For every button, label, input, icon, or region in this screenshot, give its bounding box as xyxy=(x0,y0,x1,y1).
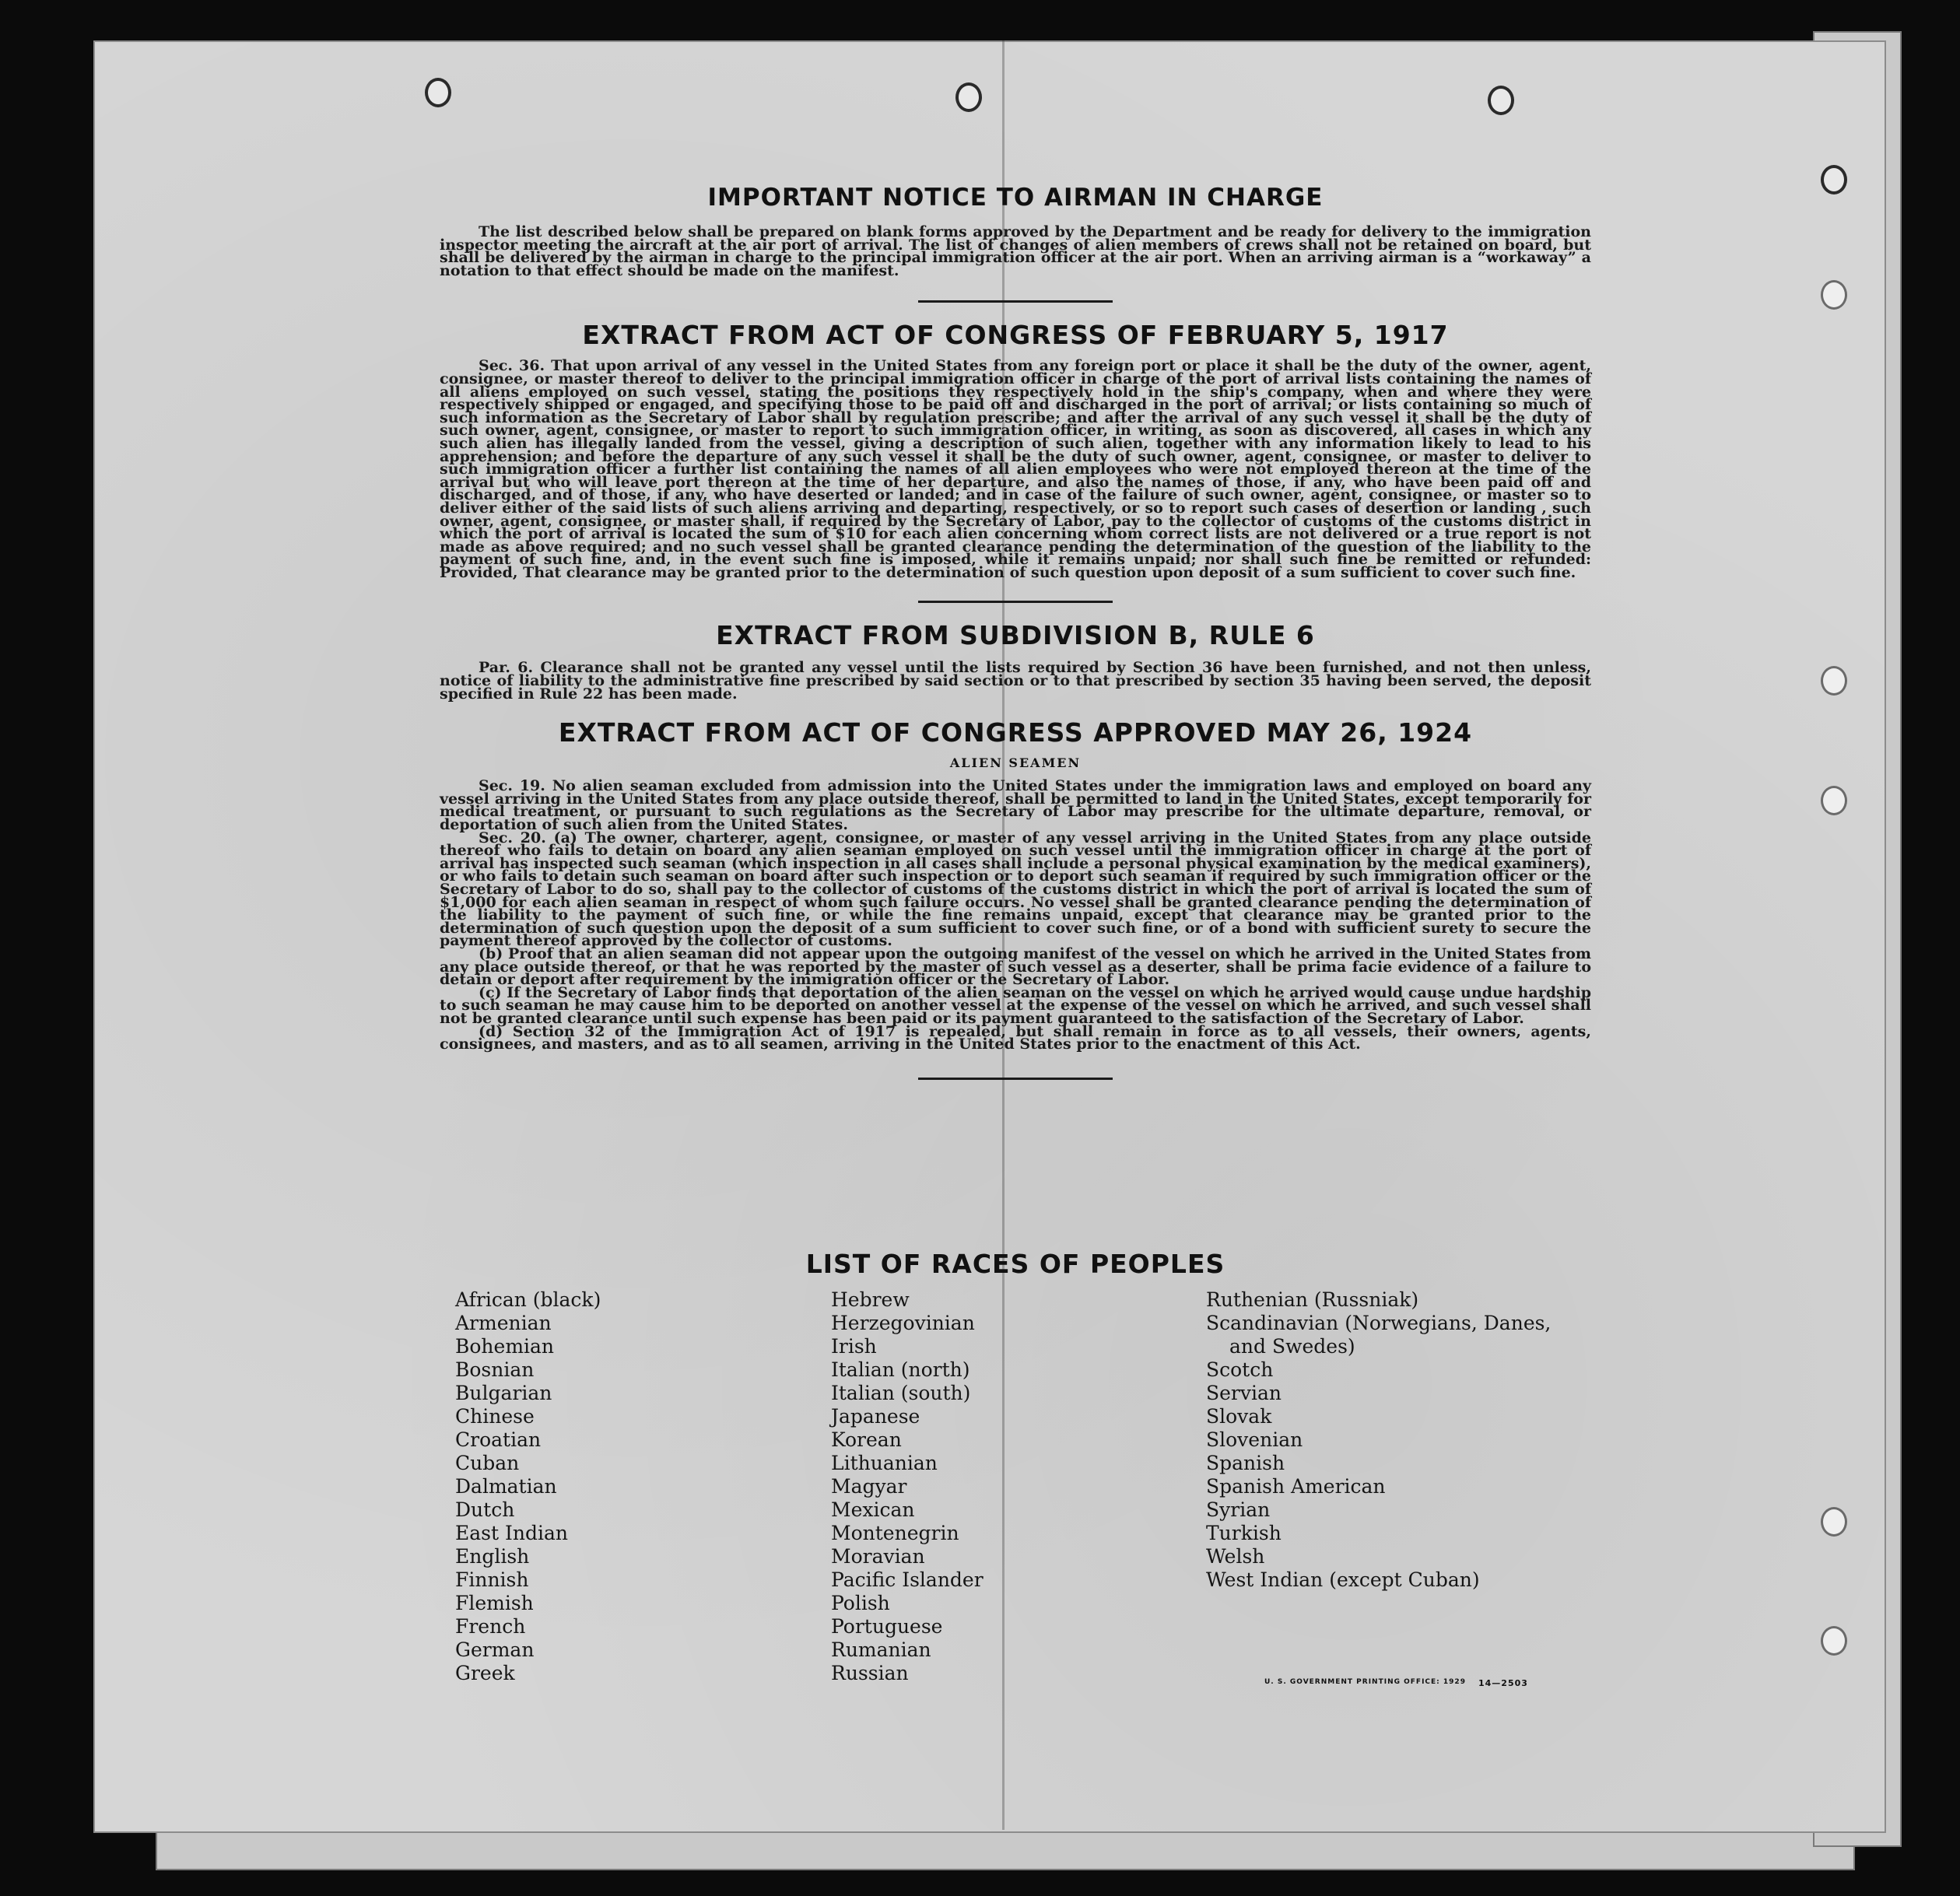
race-item: Hebrew xyxy=(831,1288,910,1311)
punch-hole xyxy=(1821,280,1847,310)
races-section xyxy=(440,1249,1591,1279)
race-item: Flemish xyxy=(455,1592,534,1614)
race-item: East Indian xyxy=(455,1522,568,1544)
race-item: Turkish xyxy=(1206,1522,1282,1544)
punch-hole xyxy=(1488,86,1514,115)
race-item: Bulgarian xyxy=(455,1382,552,1404)
race-item: Slovenian xyxy=(1206,1428,1303,1451)
act-1924-section-20d: (d) Section 32 of the Immigration Act of 1917 is repealed, but shall remain in force as to all vessels, their owners, agents, consignees, and masters, and as to all seamen, arriving in the United States prior to the enactment of this Act. xyxy=(440,1022,1591,1053)
race-item: Bohemian xyxy=(455,1335,555,1358)
race-item: Moravian xyxy=(831,1545,925,1568)
race-item: West Indian (except Cuban) xyxy=(1206,1568,1480,1591)
race-item: Russian xyxy=(831,1662,909,1684)
race-item: Italian (south) xyxy=(831,1382,971,1404)
printer-imprint: U. S. GOVERNMENT PRINTING OFFICE: 1929 xyxy=(1264,1678,1466,1686)
divider xyxy=(918,1078,1113,1080)
race-item: Korean xyxy=(831,1428,902,1451)
race-item: German xyxy=(455,1638,535,1661)
race-item: Slovak xyxy=(1206,1405,1272,1428)
race-item: Armenian xyxy=(455,1312,552,1334)
divider xyxy=(918,300,1113,303)
punch-hole xyxy=(1821,1626,1847,1656)
race-item: Scotch xyxy=(1206,1358,1274,1381)
race-item: Welsh xyxy=(1206,1545,1265,1568)
races-column-1 xyxy=(455,1288,601,1685)
race-item: Portuguese xyxy=(831,1615,943,1638)
race-item: Lithuanian xyxy=(831,1452,938,1474)
race-item: Pacific Islander xyxy=(831,1568,984,1591)
punch-hole xyxy=(1821,666,1847,696)
act-1917-section-36: Sec. 36. That upon arrival of any vessel in the United States from any foreign port or place it shall be the duty of the owner, agent, consignee, or master thereof to deliver to the principal immigration officer in charge of the port of arrival lists containing the names of all aliens employed on such vessel, stating the positions they respectively hold in the ship's company, when and where they were respectively shipped or engaged, and specifying those to be paid off and discharged in the port of arrival; or lists containing so much of such information as the Secretary of Labor shall by regulation prescribe; and after the arrival of any such vessel it shall be the duty of such owner, agent, consignee, or master to report to such immigration officer, in writing, as soon as discovered, all cases in which any such alien has illegally landed from the vessel, giving a description of such alien, together with any information likely to lead to his apprehension; and before the departure of any such vessel it shall be the duty of such owner, agent, consignee, or master to deliver to such immigration officer a further list containing the names of all alien employees who were not employed thereon at the time of the arrival but who will leave port thereon at the time of her departure, and also the names of those, if any, who have been paid off and discharged, and of those, if any, who have deserted or landed; and in case of the failure of such owner, agent, consignee, or master so to deliver either of the said lists of such aliens arriving and departing, respectively, or so to report such cases of desertion or landing , such owner, agent, consignee, or master shall, if required by the Secretary of Labor, pay to the collector of customs of the customs district in which the port of arrival is located the sum of $10 for each alien concerning whom correct lists are not delivered or a true report is not made as above required; and no such vessel shall be granted clearance pending the determination of the question of the liability to the payment of such fine, and, in the event such fine is imposed, while it remains unpaid; nor shall such fine be remitted or refunded: Provided, That clearance may be granted prior to the determination of such question upon deposit of a sum sufficient to cover such fine. xyxy=(440,357,1591,581)
document-body xyxy=(440,179,1591,1080)
race-item: Irish xyxy=(831,1335,877,1358)
race-item: Montenegrin xyxy=(831,1522,959,1544)
race-item: Magyar xyxy=(831,1475,907,1498)
act-1924-section-19: Sec. 19. No alien seaman excluded from admission into the United States under the immigration laws and employed on board any vessel arriving in the United States from any place outside thereof, shall be permitted to land in the United States, except temporarily for medical treatment, or pursuant to such regulations as the Secretary of Labor may prescribe for the ultimate departure, removal, or deportation of such alien from the United States. xyxy=(440,777,1591,834)
race-item: Mexican xyxy=(831,1498,915,1521)
divider xyxy=(918,601,1113,603)
punch-hole xyxy=(425,78,451,107)
race-item: Bosnian xyxy=(455,1358,535,1381)
race-item: Croatian xyxy=(455,1428,542,1451)
races-column-3 xyxy=(1206,1288,1551,1592)
punch-hole xyxy=(1821,1507,1847,1537)
race-item: Spanish American xyxy=(1206,1475,1386,1498)
race-item: Finnish xyxy=(455,1568,529,1591)
race-item: Rumanian xyxy=(831,1638,931,1661)
rule-6-title: EXTRACT FROM SUBDIVISION B, RULE 6 xyxy=(716,620,1315,651)
act-1924-subtitle: ALIEN SEAMEN xyxy=(949,755,1082,771)
race-item: Scandinavian (Norwegians, Danes, xyxy=(1206,1312,1552,1334)
race-item: Chinese xyxy=(455,1405,535,1428)
race-item: African (black) xyxy=(455,1288,601,1311)
notice-title: IMPORTANT NOTICE TO AIRMAN IN CHARGE xyxy=(707,184,1324,212)
race-item: Ruthenian (Russniak) xyxy=(1206,1288,1419,1311)
race-item: Dutch xyxy=(455,1498,515,1521)
race-item: Spanish xyxy=(1206,1452,1285,1474)
act-1924-section-20a: Sec. 20. (a) The owner, charterer, agent, consignee, or master of any vessel arriving in the United States from any place outside thereof who fails to detain on board any alien seaman employed on such vessel until the immigration officer in charge at the port of arrival has inspected such seaman (which inspection in all cases shall include a personal physical examination by the medical examiners), or who fails to detain such seaman on board after such inspection or to deport such seaman if required by such immigration officer or the Secretary of Labor to do so, shall pay to the collector of customs of the customs district in which the port of arrival is located the sum of $1,000 for each alien seaman in respect of whom such failure occurs. No vessel shall be granted clearance pending the determination of the liability to the payment of such fine, or while the fine remains unpaid, except that clearance may be granted prior to the determination of such question upon the deposit of a sum sufficient to cover such fine, or of a bond with sufficient surety to secure the payment thereof approved by the collector of customs. xyxy=(440,829,1591,950)
race-item: Greek xyxy=(455,1662,515,1684)
punch-hole xyxy=(1821,165,1847,195)
race-item: Italian (north) xyxy=(831,1358,970,1381)
notice-text: The list described below shall be prepared on blank forms approved by the Department and be ready for delivery to the immigration inspector meeting the aircraft at the air port of arrival. The list of changes of alien members of crews shall not be retained on board, but shall be delivered by the airman in charge to the principal immigration officer at the air port. When an arriving airman is a “workaway” a notation to that effect should be made on the manifest. xyxy=(440,223,1591,279)
races-title: LIST OF RACES OF PEOPLES xyxy=(805,1249,1225,1279)
race-item: Syrian xyxy=(1206,1498,1271,1521)
races-column-2 xyxy=(831,1288,984,1685)
race-item: Servian xyxy=(1206,1382,1282,1404)
race-item: English xyxy=(455,1545,530,1568)
act-1917-title: EXTRACT FROM ACT OF CONGRESS OF FEBRUARY 5, 1917 xyxy=(582,320,1449,351)
race-item: Herzegovinian xyxy=(831,1312,975,1334)
race-item: Dalmatian xyxy=(455,1475,557,1498)
rule-6-par-6: Par. 6. Clearance shall not be granted any vessel until the lists required by Section 36 have been furnished, and not then unless, notice of liability to the administrative fine prescribed by said section or to that prescribed by section 35 having been served, the deposit specified in Rule 22 has been made. xyxy=(440,659,1591,703)
race-item: Cuban xyxy=(455,1452,520,1474)
punch-hole xyxy=(955,82,982,112)
act-1924-section-20c: (c) If the Secretary of Labor finds that deportation of the alien seaman on the vessel on which he arrived would cause undue hardship to such seaman he may cause him to be deported on another vessel at the expense of the vessel on which he arrived, and such vessel shall not be granted clearance until such expense has been paid or its payment guaranteed to the satisfaction of the Secretary of Labor. xyxy=(440,983,1591,1027)
act-1924-section-20b: (b) Proof that an alien seaman did not appear upon the outgoing manifest of the vessel on which he arrived in the United States from any place outside thereof, or that he was reported by the master of such vessel as a deserter, shall be prima facie evidence of a failure to detain or deport after requirement by the immigration officer or the Secretary of Labor. xyxy=(440,944,1591,989)
race-item: Japanese xyxy=(831,1405,920,1428)
race-item: French xyxy=(455,1615,526,1638)
act-1924-title: EXTRACT FROM ACT OF CONGRESS APPROVED MAY 26, 1924 xyxy=(558,717,1473,748)
form-number: 14—2503 xyxy=(1478,1678,1528,1688)
race-item: Polish xyxy=(831,1592,890,1614)
race-item-continuation: and Swedes) xyxy=(1229,1335,1355,1358)
punch-hole xyxy=(1821,786,1847,815)
